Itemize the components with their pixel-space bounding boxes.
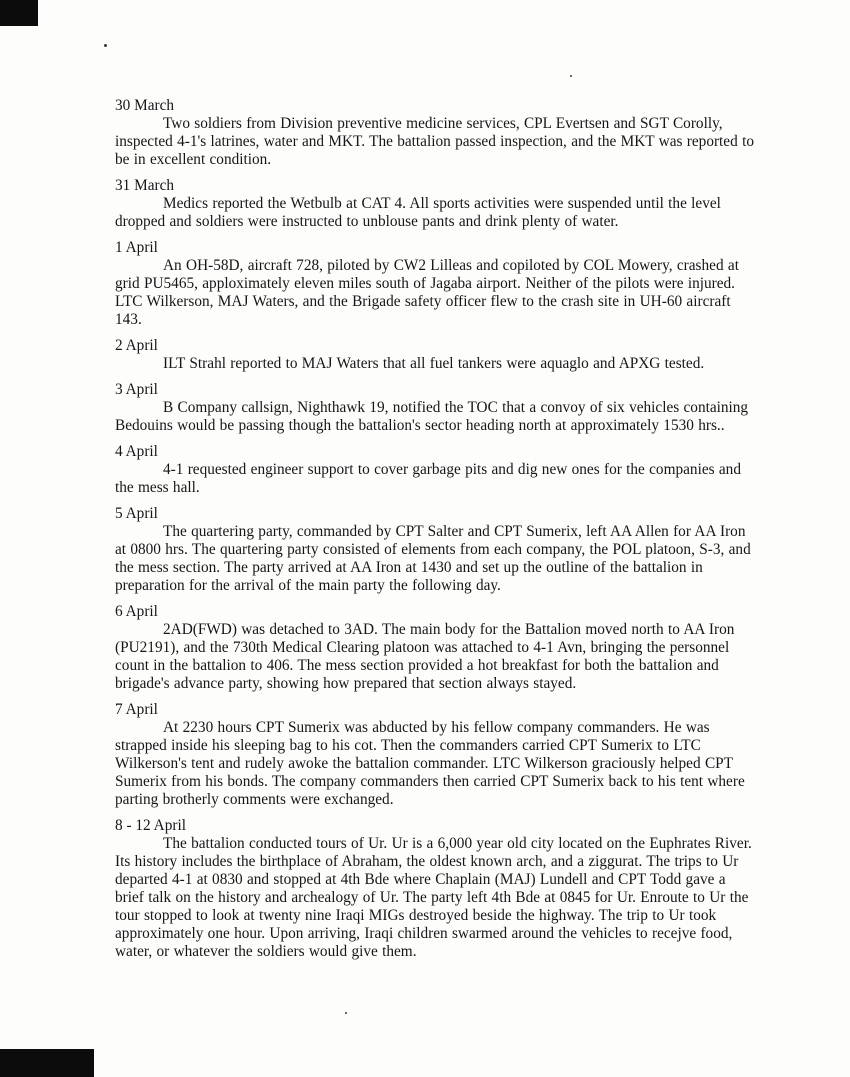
journal-entries — [115, 97, 757, 969]
entry-date: 8 - 12 April — [115, 817, 186, 834]
entry-date: 30 March — [115, 97, 175, 114]
entry-date: 6 April — [115, 603, 158, 620]
entry-date: 2 April — [115, 337, 158, 354]
entry-date: 3 April — [115, 381, 158, 398]
entry-text: 4-1 requested engineer support to cover garbage pits and dig new ones for the companies and the mess hall. — [115, 461, 741, 496]
scan-artifact-top-left — [0, 0, 38, 26]
entry-text: Two soldiers from Division preventive medicine services, CPL Evertsen and SGT Corolly, inspected 4-1's latrines, water and MKT. The battalion passed inspection, and the MKT was reported to be in excellent condition. — [115, 115, 754, 168]
journal-entry — [115, 701, 757, 809]
entry-text: 2AD(FWD) was detached to 3AD. The main body for the Battalion moved north to AA Iron (PU2191), and the 730th Medical Clearing platoon was attached to 4-1 Avn, bringing the personnel count in the battalion to 406. The mess section provided a hot breakfast for both the battalion and brigade's advance party, showing how prepared that section always stayed. — [115, 621, 735, 692]
entry-date: 31 March — [115, 177, 175, 194]
entry-date: 1 April — [115, 239, 158, 256]
journal-entry — [115, 177, 757, 231]
entry-date: 4 April — [115, 443, 158, 460]
scan-artifact-bottom-left — [0, 1049, 94, 1077]
journal-entry — [115, 337, 757, 373]
scan-speck — [570, 75, 572, 77]
journal-entry — [115, 239, 757, 329]
entry-text: B Company callsign, Nighthawk 19, notified the TOC that a convoy of six vehicles containing Bedouins would be passing though the battalion's sector heading north at approximately 1530 hrs.. — [115, 399, 749, 434]
journal-entry — [115, 603, 757, 693]
journal-entry — [115, 443, 757, 497]
scan-speck — [345, 1012, 347, 1014]
entry-text: The battalion conducted tours of Ur. Ur is a 6,000 year old city located on the Euphrates River. Its history includes the birthplace of Abraham, the oldest known arch, and a ziggurat. The trips to Ur departed 4-1 at 0830 and stopped at 4th Bde where Chaplain (MAJ) Lundell and CPT Todd gave a brief talk on the history and archealogy of Ur. The party left 4th Bde at 0845 for Ur. Enroute to Ur the tour stopped to look at twenty nine Iraqi MIGs destroyed beside the highway. The trip to Ur took approximately one hour. Upon arriving, Iraqi children swarmed around the vehicles to recejve food, water, or whatever the soldiers would give them. — [115, 835, 752, 960]
entry-text: An OH-58D, aircraft 728, piloted by CW2 Lilleas and copiloted by COL Mowery, crashed at grid PU5465, apploximately eleven miles south of Jagaba airport. Neither of the pilots were injured. LTC Wilkerson, MAJ Waters, and the Brigade safety officer flew to the crash site in UH-60 aircraft 143. — [115, 257, 739, 328]
journal-entry — [115, 381, 757, 435]
scan-speck — [104, 44, 107, 47]
entry-date: 7 April — [115, 701, 158, 718]
entry-text: ILT Strahl reported to MAJ Waters that all fuel tankers were aquaglo and APXG tested. — [163, 355, 705, 372]
journal-entry — [115, 97, 757, 169]
journal-entry — [115, 817, 757, 961]
entry-text: The quartering party, commanded by CPT Salter and CPT Sumerix, left AA Allen for AA Iron at 0800 hrs. The quartering party consisted of elements from each company, the POL platoon, S-3, and the mess section. The party arrived at AA Iron at 1430 and set up the outline of the battalion in preparation for the arrival of the main party the following day. — [115, 523, 751, 594]
entry-date: 5 April — [115, 505, 158, 522]
journal-entry — [115, 505, 757, 595]
entry-text: At 2230 hours CPT Sumerix was abducted by his fellow company commanders. He was strapped inside his sleeping bag to his cot. Then the commanders carried CPT Sumerix to LTC Wilkerson's tent and rudely awoke the battalion commander. LTC Wilkerson graciously helped CPT Sumerix from his bonds. The company commanders then carried CPT Sumerix back to his tent where parting brotherly comments were exchanged. — [115, 719, 745, 808]
entry-text: Medics reported the Wetbulb at CAT 4. All sports activities were suspended until the level dropped and soldiers were instructed to unblouse pants and drink plenty of water. — [115, 195, 721, 230]
